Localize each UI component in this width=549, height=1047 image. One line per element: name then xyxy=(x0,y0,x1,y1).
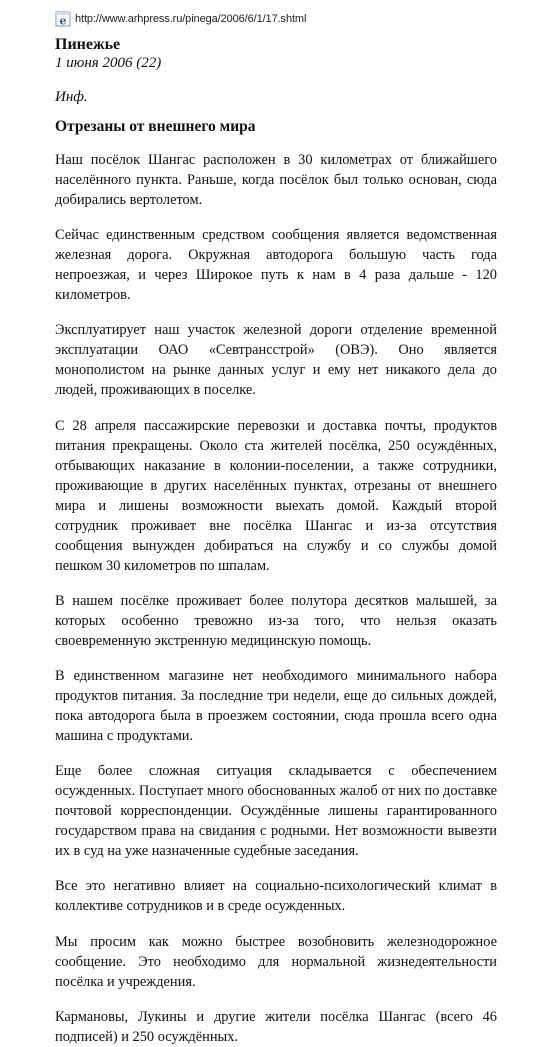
article-paragraph: Наш посёлок Шангас расположен в 30 километрах от ближайшего населённого пункта. Раньше, когда посёлок был только основан, сюда добирались вертолетом. xyxy=(55,152,497,208)
source-url-bar xyxy=(55,10,306,28)
issue-date: 1 июня 2006 (22) xyxy=(55,55,162,71)
article-rubric: Инф. xyxy=(55,89,88,105)
article-paragraph: В единственном магазине нет необходимого минимального набора продуктов питания. За последние три недели, еще до сильных дождей, пока автодорога была в проезжем состоянии, сюда прошла всего одна машина с продуктами. xyxy=(55,667,497,744)
article-paragraph: С 28 апреля пассажирские перевозки и доставка почты, продуктов питания прекращены. Около ста жителей посёлка, 250 осуждённых, отбывающих наказание в колонии-поселении, а также сотрудники, проживающие в других населённых пунктах, отрезаны от внешнего мира и лишены возможности выехать домой. Каждый второй сотрудник проживает вне посёлка Шангас и из-за отсутствия сообщения вынужден добираться на службу и со службы домой пешком 30 километров по шпалам. xyxy=(55,417,497,574)
article-signature: Кармановы, Лукины и другие жители посёлка Шангас (всего 46 подписей) и 250 осуждённых. xyxy=(55,1008,497,1045)
article-paragraph: Эксплуатирует наш участок железной дороги отделение временной эксплуатации ОАО «Севтрансстрой» (ОВЭ). Оно является монополистом на рынке данных услуг и ему нет никакого дела до людей, проживающих в поселке. xyxy=(55,322,497,399)
svg-text:e: e xyxy=(59,14,67,27)
article-title: Отрезаны от внешнего мира xyxy=(55,118,256,135)
article-paragraph: Сейчас единственным средством сообщения является ведомственная железная дорога. Окружная автодорога большую часть года непроезжая, и через Широкое путь к нам в 4 раза дальше - 120 километров. xyxy=(55,227,497,304)
article-paragraph: Еще более сложная ситуация складывается с обеспечением осужденных. Поступает много обоснованных жалоб от них по доставке почтовой корреспонденции. Осуждённые лишены гарантированного государством права на свидания с родными. Нет возможности вывезти их в суд на уже назначенные судебные заседания. xyxy=(55,763,497,860)
source-url[interactable]: http://www.arhpress.ru/pinega/2006/6/1/17.shtml xyxy=(75,13,307,25)
newspaper-name: Пинежье xyxy=(55,36,121,53)
article-paragraph: В нашем посёлке проживает более полутора десятков малышей, за которых особенно тревожно из-за того, что нельзя оказать своевременную экстренную медицинскую помощь. xyxy=(55,592,497,649)
article-paragraph: Мы просим как можно быстрее возобновить железнодорожное сообщение. Это необходимо для нормальной жизнедеятельности посёлка и учреждения. xyxy=(55,933,497,990)
article-paragraph: Все это негативно влияет на социально-психологический климат в коллективе сотрудников и в среде осужденных. xyxy=(55,878,497,915)
ie-page-icon xyxy=(55,11,71,27)
article-body xyxy=(55,150,497,1047)
